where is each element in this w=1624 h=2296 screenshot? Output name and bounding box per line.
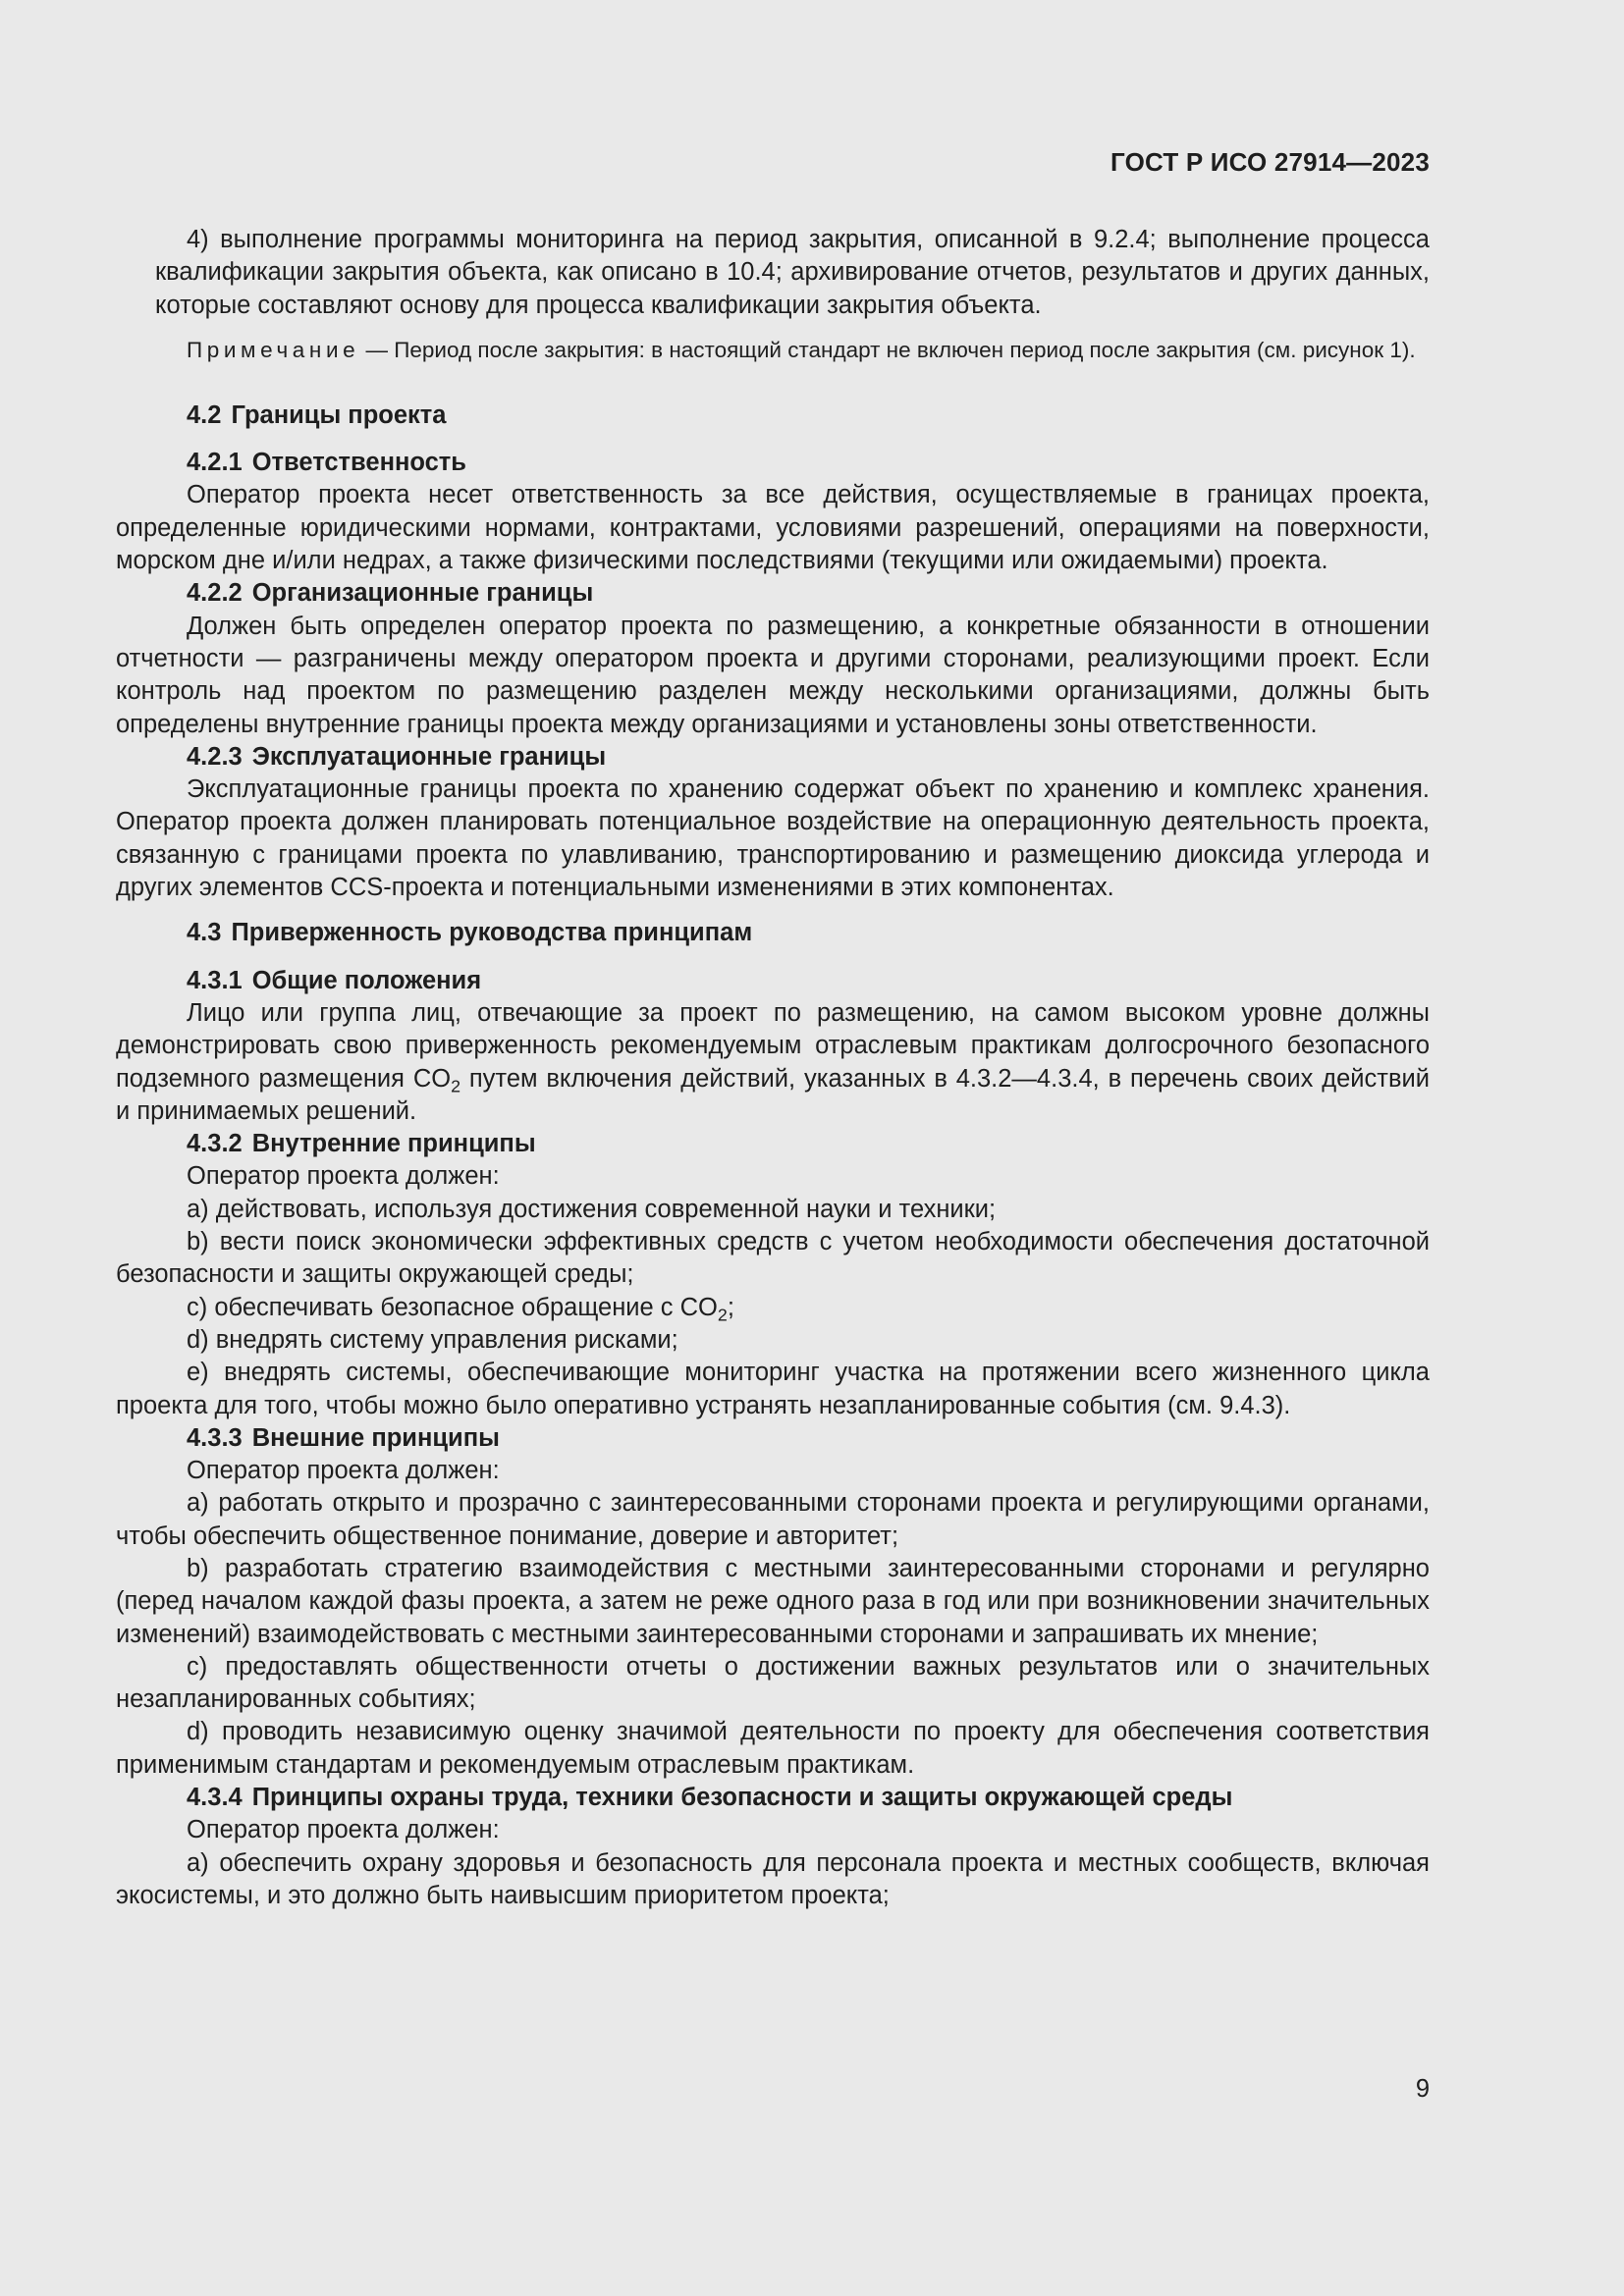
list-intro: Оператор проекта должен:	[187, 1816, 500, 1844]
subsection-number: 4.2.1	[187, 449, 243, 477]
subsection-title: Внутренние принципы	[251, 1130, 536, 1158]
list-item: d) проводить независимую оценку значимой деятельности по проекту для обеспечения соответствия применимым стандартам и рекомендуемым отраслевым практикам.	[116, 1718, 1430, 1779]
subsection-title: Внешние принципы	[251, 1423, 500, 1452]
note-text: — Период после закрытия: в настоящий стандарт не включен период после закрытия (см. рисунок 1).	[359, 337, 1416, 362]
subsection-heading-4-3-2	[187, 1128, 1430, 1160]
note	[116, 336, 1430, 364]
page-content	[116, 224, 1430, 1912]
subsection-number: 4.3.2	[187, 1130, 243, 1158]
subsection-title: Общие положения	[251, 966, 482, 994]
standard-designation: ГОСТ Р ИСО 27914—2023	[1110, 147, 1430, 177]
subsection-heading-4-3-4	[187, 1782, 1430, 1814]
list-item: a) действовать, используя достижения современной науки и техники;	[187, 1195, 997, 1223]
list-intro: Оператор проекта должен:	[187, 1457, 500, 1485]
list-item	[116, 1292, 1430, 1324]
list-item: b) вести поиск экономически эффективных средств с учетом необходимости обеспечения достаточной безопасности и защиты окружающей среды;	[116, 1228, 1430, 1289]
paragraph-text: путем включения действий, указанных в 4.3.2—4.3.4, в перечень своих действий и принимаемых решений.	[116, 1064, 1430, 1125]
subsection-title: Ответственность	[251, 449, 466, 477]
list-item: a) работать открыто и прозрачно с заинтересованными сторонами проекта и регулирующими органами, чтобы обеспечить общественное понимание, доверие и авторитет;	[116, 1489, 1430, 1550]
list-item: d) внедрять систему управления рисками;	[187, 1325, 678, 1354]
subsection-heading-4-2-3	[187, 741, 1430, 774]
list-item-4: 4) выполнение программы мониторинга на период закрытия, описанной в 9.2.4; выполнение процесса квалификации закрытия объекта, как описано в 10.4; архивирование отчетов, результатов и других данных, которые составляют основу для процесса квалификации закрытия объекта.	[155, 226, 1430, 319]
note-label: Примечание	[187, 337, 360, 362]
subscript: 2	[717, 1305, 728, 1325]
section-heading-4-3	[187, 917, 1430, 949]
list-item: c) предоставлять общественности отчеты о достижении важных результатов или о значительных незапланированных событиях;	[116, 1652, 1430, 1714]
paragraph-text: Лицо или группа лиц, отвечающие за проект по размещению, на самом высоком уровне должны демонстрировать свою приверженность рекомендуемым отраслевым практикам долгосрочного безопасного подземного размещения CO	[116, 998, 1430, 1093]
list-item-end: ;	[727, 1293, 734, 1321]
list-item: a) обеспечить охрану здоровья и безопасность для персонала проекта и местных сообществ, включая экосистемы, и это должно быть наивысшим приоритетом проекта;	[116, 1848, 1430, 1909]
subsection-number: 4.2.3	[187, 742, 243, 771]
section-number: 4.2	[187, 400, 222, 429]
subsection-number: 4.2.2	[187, 579, 243, 608]
paragraph: Эксплуатационные границы проекта по хранению содержат объект по хранению и комплекс хранения. Оператор проекта должен планировать потенциальное воздействие на операционную деятельность проекта, связанную с границами проекта по улавливанию, транспортированию и размещению диоксида углерода и других элементов CCS-проекта и потенциальными изменениями в этих компонентах.	[116, 775, 1430, 902]
list-intro: Оператор проекта должен:	[187, 1162, 500, 1191]
list-item-text: c) обеспечивать безопасное обращение с CO	[187, 1293, 718, 1321]
subsection-number: 4.3.4	[187, 1784, 243, 1812]
section-title: Границы проекта	[231, 400, 447, 429]
subsection-title: Эксплуатационные границы	[251, 742, 607, 771]
subsection-heading-4-3-3	[187, 1422, 1430, 1455]
subsection-heading-4-2-2	[187, 577, 1430, 610]
list-item: b) разработать стратегию взаимодействия с местными заинтересованными сторонами и регулярно (перед началом каждой фазы проекта, а затем не реже одного раза в год или при возникновении значительных изменений) взаимодействовать с местными заинтересованными сторонами и запрашивать их мнение;	[116, 1554, 1430, 1648]
subsection-title: Принципы охраны труда, техники безопасности и защиты окружающей среды	[251, 1784, 1233, 1812]
subscript: 2	[451, 1076, 461, 1096]
paragraph: Оператор проекта несет ответственность за все действия, осуществляемые в границах проекта, определенные юридическими нормами, контрактами, условиями разрешений, операциями на поверхности, морском дне и/или недрах, а также физическими последствиями (текущими или ожидаемыми) проекта.	[116, 481, 1430, 575]
section-number: 4.3	[187, 919, 222, 947]
list-item: e) внедрять системы, обеспечивающие мониторинг участка на протяжении всего жизненного цикла проекта для того, чтобы можно было оперативно устранять незапланированные события (см. 9.4.3).	[116, 1359, 1430, 1419]
paragraph	[116, 997, 1430, 1128]
paragraph: Должен быть определен оператор проекта по размещению, а конкретные обязанности в отношении отчетности — разграничены между оператором проекта и другими сторонами, реализующими проект. Если контроль над проектом по размещению разделен между несколькими организациями, должны быть определены внутренние границы проекта между организациями и установлены зоны ответственности.	[116, 612, 1430, 738]
subsection-title: Организационные границы	[251, 579, 594, 608]
page-number: 9	[1415, 2075, 1430, 2103]
section-title: Приверженность руководства принципам	[231, 919, 753, 947]
subsection-number: 4.3.1	[187, 966, 243, 994]
subsection-number: 4.3.3	[187, 1423, 243, 1452]
subsection-heading-4-2-1	[187, 447, 1430, 479]
subsection-heading-4-3-1	[187, 965, 1430, 997]
section-heading-4-2	[187, 400, 1430, 432]
